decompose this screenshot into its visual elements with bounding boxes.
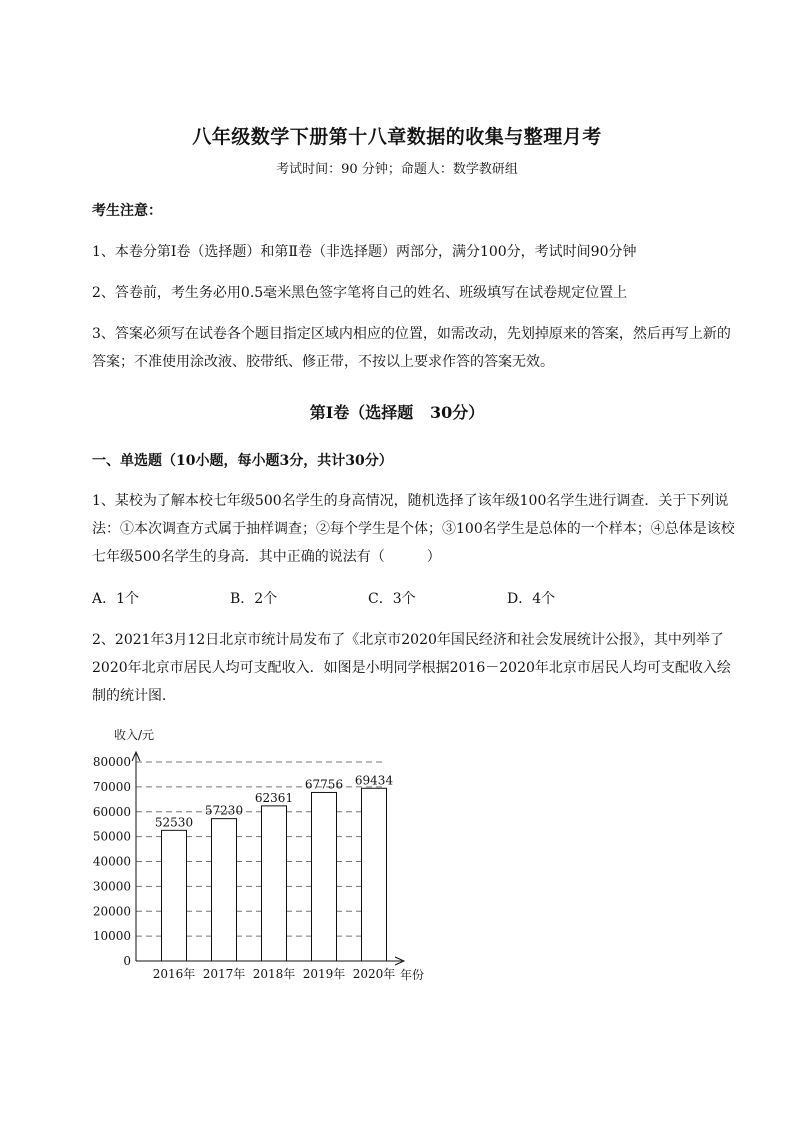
x-tick-label: 2018年	[252, 967, 296, 981]
notice-item: 1、本卷分第Ⅰ卷（选择题）和第Ⅱ卷（非选择题）两部分，满分100分，考试时间90分钟	[92, 244, 637, 260]
question-2-text: 2、2021年3月12日北京市统计局发布了《北京市2020年国民经济和社会发展统计公报》，其中列举了2020年北京市居民人均可支配收入．如图是小明同学根据2016－2020年北京市居民人均可支配收入绘制的统计图．	[92, 632, 731, 704]
option-d: D．4个	[507, 591, 556, 607]
option-c: C．3个	[368, 591, 416, 607]
notice-item: 3、答案必须写在试卷各个题目指定区域内相应的位置，如需改动，先划掉原来的答案，然后再写上新的答案；不准使用涂改液、胶带纸、修正带，不按以上要求作答的答案无效。	[92, 326, 731, 370]
data-label: 57230	[204, 803, 244, 818]
bar	[362, 788, 387, 961]
exam-info: 考试时间：90 分钟；命题人：数学教研组	[276, 162, 518, 177]
y-tick-label: 80000	[92, 755, 131, 769]
bar	[162, 830, 187, 961]
x-tick-label: 2016年	[152, 967, 196, 981]
question-1-text: 1、某校为了解本校七年级500名学生的身高情况，随机选择了该年级100名学生进行调查．关于下列说法：①本次调查方式属于抽样调查；②每个学生是个体；③100名学生是总体的一个样本；④总体是该校七年级500名学生的身高．其中正确的说法有（ ）	[92, 493, 735, 565]
data-label: 69434	[354, 773, 394, 788]
x-tick-label: 2019年	[302, 967, 346, 981]
section-title: 第Ⅰ卷（选择题 30分）	[309, 403, 485, 422]
x-axis-title: 年份	[400, 968, 425, 982]
y-tick-label: 0	[123, 954, 131, 968]
y-tick-label: 30000	[92, 879, 131, 894]
data-label: 52530	[154, 815, 194, 830]
option-b: B．2个	[230, 591, 278, 607]
page-title: 八年级数学下册第十八章数据的收集与整理月考	[192, 126, 602, 148]
option-a: A．1个	[92, 591, 140, 607]
bar	[312, 792, 337, 961]
y-axis-title: 收入/元	[114, 728, 155, 742]
y-tick-label: 70000	[92, 779, 131, 794]
y-tick-label: 60000	[92, 804, 131, 819]
y-tick-label: 50000	[92, 829, 131, 844]
bar	[262, 806, 287, 961]
data-label: 67756	[304, 777, 344, 792]
data-label: 62361	[254, 790, 294, 805]
part-heading: 一、单选题（10小题，每小题3分，共计30分）	[92, 453, 393, 469]
bar	[212, 819, 237, 961]
x-tick-label: 2020年	[352, 967, 396, 981]
notice-heading: 考生注意：	[92, 203, 162, 219]
notice-item: 2、答卷前，考生务必用0.5毫米黑色签字笔将自己的姓名、班级填写在试卷规定位置上	[92, 285, 628, 301]
x-tick-label: 2017年	[202, 967, 246, 981]
income-bar-chart	[86, 720, 446, 990]
y-tick-label: 20000	[92, 904, 131, 919]
y-tick-label: 40000	[92, 854, 131, 869]
y-tick-label: 10000	[92, 929, 131, 944]
